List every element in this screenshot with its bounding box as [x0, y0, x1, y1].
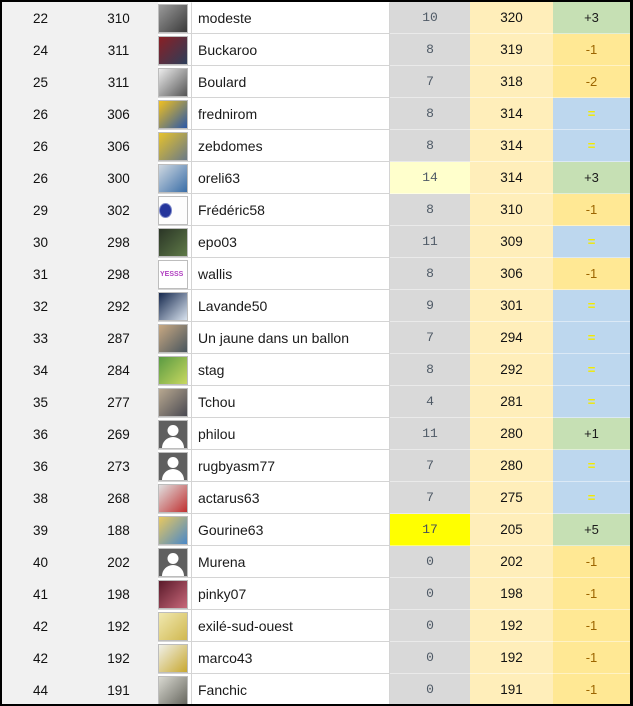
points-cell[interactable]: 11 — [390, 226, 470, 258]
table-row — [2, 130, 630, 162]
member-avatar-image — [158, 100, 188, 129]
score-cell[interactable]: 298 — [79, 258, 158, 290]
avatar-cell — [158, 514, 191, 546]
member-name-cell[interactable]: philou — [191, 418, 390, 450]
evolution-cell[interactable]: +3 — [553, 162, 630, 194]
points-cell[interactable]: 0 — [390, 674, 470, 706]
evolution-cell[interactable]: = — [553, 450, 630, 482]
rank-cell[interactable]: 33 — [2, 322, 79, 354]
total-cell[interactable]: 280 — [470, 418, 553, 450]
rank-cell[interactable]: 32 — [2, 290, 79, 322]
evolution-cell[interactable]: = — [553, 226, 630, 258]
member-name-cell[interactable]: Frédéric58 — [191, 194, 390, 226]
avatar-cell — [158, 130, 191, 162]
total-cell[interactable]: 310 — [470, 194, 553, 226]
table-row — [2, 34, 630, 66]
table-row — [2, 162, 630, 194]
points-cell[interactable]: 17 — [390, 514, 470, 546]
total-cell[interactable]: 301 — [470, 290, 553, 322]
total-cell[interactable]: 314 — [470, 130, 553, 162]
avatar-cell — [158, 290, 191, 322]
table-row — [2, 354, 630, 386]
rank-cell[interactable]: 40 — [2, 546, 79, 578]
member-name-cell[interactable]: Boulard — [191, 66, 390, 98]
table-row — [2, 578, 630, 610]
member-name-cell[interactable]: modeste — [191, 2, 390, 34]
evolution-cell[interactable]: -1 — [553, 578, 630, 610]
avatar-cell — [158, 642, 191, 674]
table-row — [2, 194, 630, 226]
score-cell[interactable]: 273 — [79, 450, 158, 482]
rank-cell[interactable]: 39 — [2, 514, 79, 546]
total-cell[interactable]: 202 — [470, 546, 553, 578]
table-row — [2, 610, 630, 642]
member-name-cell[interactable]: pinky07 — [191, 578, 390, 610]
points-cell[interactable]: 8 — [390, 258, 470, 290]
member-name-cell[interactable]: marco43 — [191, 642, 390, 674]
rank-cell[interactable]: 30 — [2, 226, 79, 258]
rank-cell[interactable]: 36 — [2, 450, 79, 482]
avatar-cell — [158, 610, 191, 642]
table-row — [2, 418, 630, 450]
avatar-cell — [158, 66, 191, 98]
score-cell[interactable]: 306 — [79, 98, 158, 130]
table-row — [2, 386, 630, 418]
table-row — [2, 226, 630, 258]
score-cell[interactable]: 298 — [79, 226, 158, 258]
table-row — [2, 514, 630, 546]
points-cell[interactable]: 0 — [390, 546, 470, 578]
table-row — [2, 450, 630, 482]
score-cell[interactable]: 268 — [79, 482, 158, 514]
rank-cell[interactable]: 25 — [2, 66, 79, 98]
total-cell[interactable]: 198 — [470, 578, 553, 610]
member-avatar-image — [158, 452, 188, 481]
member-name-cell[interactable]: actarus63 — [191, 482, 390, 514]
member-avatar-image — [158, 612, 188, 641]
member-name-cell[interactable]: wallis — [191, 258, 390, 290]
total-cell[interactable]: 280 — [470, 450, 553, 482]
avatar-cell — [158, 674, 191, 706]
score-cell[interactable]: 202 — [79, 546, 158, 578]
avatar-cell — [158, 194, 191, 226]
member-avatar-image — [158, 260, 188, 289]
table-row — [2, 258, 630, 290]
evolution-cell[interactable]: +3 — [553, 2, 630, 34]
points-cell[interactable]: 7 — [390, 482, 470, 514]
member-avatar-image — [158, 388, 188, 417]
points-cell[interactable]: 9 — [390, 290, 470, 322]
avatar-cell — [158, 386, 191, 418]
rank-cell[interactable]: 26 — [2, 162, 79, 194]
avatar-cell — [158, 354, 191, 386]
table-body — [2, 2, 630, 706]
avatar-cell — [158, 98, 191, 130]
rank-cell[interactable]: 29 — [2, 194, 79, 226]
total-cell[interactable]: 314 — [470, 162, 553, 194]
rank-cell[interactable]: 36 — [2, 418, 79, 450]
score-cell[interactable]: 311 — [79, 34, 158, 66]
total-cell[interactable]: 292 — [470, 354, 553, 386]
member-name-cell[interactable]: oreli63 — [191, 162, 390, 194]
avatar-cell — [158, 482, 191, 514]
member-name-cell[interactable]: Fanchic — [191, 674, 390, 706]
evolution-cell[interactable]: -1 — [553, 34, 630, 66]
evolution-cell[interactable]: = — [553, 482, 630, 514]
rank-cell[interactable]: 41 — [2, 578, 79, 610]
evolution-cell[interactable]: = — [553, 322, 630, 354]
avatar-cell — [158, 418, 191, 450]
avatar-cell — [158, 322, 191, 354]
avatar-cell — [158, 226, 191, 258]
points-cell[interactable]: 8 — [390, 98, 470, 130]
table-row — [2, 290, 630, 322]
evolution-cell[interactable]: -2 — [553, 66, 630, 98]
total-cell[interactable]: 314 — [470, 98, 553, 130]
member-name-cell[interactable]: exilé-sud-ouest — [191, 610, 390, 642]
points-cell[interactable]: 8 — [390, 194, 470, 226]
table-row — [2, 322, 630, 354]
evolution-cell[interactable]: -1 — [553, 258, 630, 290]
points-cell[interactable]: 0 — [390, 610, 470, 642]
member-avatar-image — [158, 580, 188, 609]
score-cell[interactable]: 192 — [79, 642, 158, 674]
rank-cell[interactable]: 26 — [2, 98, 79, 130]
member-avatar-image — [158, 228, 188, 257]
evolution-cell[interactable]: = — [553, 290, 630, 322]
member-name-cell[interactable]: zebdomes — [191, 130, 390, 162]
evolution-cell[interactable]: -1 — [553, 610, 630, 642]
member-avatar-image — [158, 36, 188, 65]
total-cell[interactable]: 192 — [470, 642, 553, 674]
score-cell[interactable]: 300 — [79, 162, 158, 194]
member-avatar-image — [158, 196, 188, 225]
rank-cell[interactable]: 26 — [2, 130, 79, 162]
member-avatar-image — [158, 356, 188, 385]
points-cell[interactable]: 0 — [390, 642, 470, 674]
evolution-cell[interactable]: -1 — [553, 674, 630, 706]
avatar-cell — [158, 450, 191, 482]
table-row — [2, 98, 630, 130]
points-cell[interactable]: 10 — [390, 2, 470, 34]
score-cell[interactable]: 302 — [79, 194, 158, 226]
points-cell[interactable]: 7 — [390, 322, 470, 354]
total-cell[interactable]: 309 — [470, 226, 553, 258]
rank-cell[interactable]: 44 — [2, 674, 79, 706]
member-avatar-image — [158, 484, 188, 513]
table-row — [2, 546, 630, 578]
member-avatar-image — [158, 132, 188, 161]
total-cell[interactable]: 319 — [470, 34, 553, 66]
table-row — [2, 482, 630, 514]
member-name-cell[interactable]: epo03 — [191, 226, 390, 258]
member-avatar-image — [158, 292, 188, 321]
member-avatar-image — [158, 4, 188, 33]
avatar-cell — [158, 34, 191, 66]
avatar-cell — [158, 578, 191, 610]
score-cell[interactable]: 269 — [79, 418, 158, 450]
evolution-cell[interactable]: +1 — [553, 418, 630, 450]
rank-cell[interactable]: 42 — [2, 642, 79, 674]
total-cell[interactable]: 320 — [470, 2, 553, 34]
member-avatar-image — [158, 68, 188, 97]
member-name-cell[interactable]: Un jaune dans un ballon — [191, 322, 390, 354]
score-cell[interactable]: 277 — [79, 386, 158, 418]
member-name-cell[interactable]: Buckaroo — [191, 34, 390, 66]
member-name-cell[interactable]: Murena — [191, 546, 390, 578]
avatar-text-label: YESSS — [160, 270, 184, 278]
member-avatar-image — [158, 644, 188, 673]
score-cell[interactable]: 306 — [79, 130, 158, 162]
points-cell[interactable]: 7 — [390, 450, 470, 482]
total-cell[interactable]: 275 — [470, 482, 553, 514]
rank-cell[interactable]: 38 — [2, 482, 79, 514]
member-avatar-image — [158, 420, 188, 449]
total-cell[interactable]: 306 — [470, 258, 553, 290]
table-row — [2, 642, 630, 674]
table-row — [2, 66, 630, 98]
total-cell[interactable]: 191 — [470, 674, 553, 706]
rank-cell[interactable]: 24 — [2, 34, 79, 66]
avatar-cell — [158, 162, 191, 194]
score-cell[interactable]: 311 — [79, 66, 158, 98]
score-cell[interactable]: 310 — [79, 2, 158, 34]
evolution-cell[interactable]: = — [553, 354, 630, 386]
points-cell[interactable]: 8 — [390, 354, 470, 386]
evolution-cell[interactable]: -1 — [553, 546, 630, 578]
table-row — [2, 2, 630, 34]
points-cell[interactable]: 8 — [390, 130, 470, 162]
points-cell[interactable]: 7 — [390, 66, 470, 98]
score-cell[interactable]: 188 — [79, 514, 158, 546]
rank-cell[interactable]: 35 — [2, 386, 79, 418]
member-avatar-image — [158, 164, 188, 193]
rank-cell[interactable]: 31 — [2, 258, 79, 290]
score-cell[interactable]: 192 — [79, 610, 158, 642]
points-cell[interactable]: 8 — [390, 34, 470, 66]
member-avatar-image — [158, 516, 188, 545]
rank-cell[interactable]: 22 — [2, 2, 79, 34]
score-cell[interactable]: 284 — [79, 354, 158, 386]
avatar-cell — [158, 258, 191, 290]
evolution-cell[interactable]: +5 — [553, 514, 630, 546]
total-cell[interactable]: 281 — [470, 386, 553, 418]
total-cell[interactable]: 205 — [470, 514, 553, 546]
member-avatar-image — [158, 548, 188, 577]
points-cell[interactable]: 0 — [390, 578, 470, 610]
member-avatar-image — [158, 676, 188, 705]
points-cell[interactable]: 11 — [390, 418, 470, 450]
avatar-cell — [158, 2, 191, 34]
avatar-cell — [158, 546, 191, 578]
rank-cell[interactable]: 34 — [2, 354, 79, 386]
evolution-cell[interactable]: = — [553, 130, 630, 162]
points-cell[interactable]: 14 — [390, 162, 470, 194]
member-name-cell[interactable]: stag — [191, 354, 390, 386]
member-name-cell[interactable]: frednirom — [191, 98, 390, 130]
evolution-cell[interactable]: = — [553, 98, 630, 130]
table-row — [2, 674, 630, 706]
evolution-cell[interactable]: = — [553, 386, 630, 418]
member-name-cell[interactable]: rugbyasm77 — [191, 450, 390, 482]
member-name-cell[interactable]: Lavande50 — [191, 290, 390, 322]
total-cell[interactable]: 318 — [470, 66, 553, 98]
total-cell[interactable]: 294 — [470, 322, 553, 354]
evolution-cell[interactable]: -1 — [553, 642, 630, 674]
member-avatar-image — [158, 324, 188, 353]
score-cell[interactable]: 198 — [79, 578, 158, 610]
member-name-cell[interactable]: Tchou — [191, 386, 390, 418]
score-cell[interactable]: 292 — [79, 290, 158, 322]
score-cell[interactable]: 287 — [79, 322, 158, 354]
rank-cell[interactable]: 42 — [2, 610, 79, 642]
points-cell[interactable]: 4 — [390, 386, 470, 418]
member-name-cell[interactable]: Gourine63 — [191, 514, 390, 546]
total-cell[interactable]: 192 — [470, 610, 553, 642]
evolution-cell[interactable]: -1 — [553, 194, 630, 226]
score-cell[interactable]: 191 — [79, 674, 158, 706]
